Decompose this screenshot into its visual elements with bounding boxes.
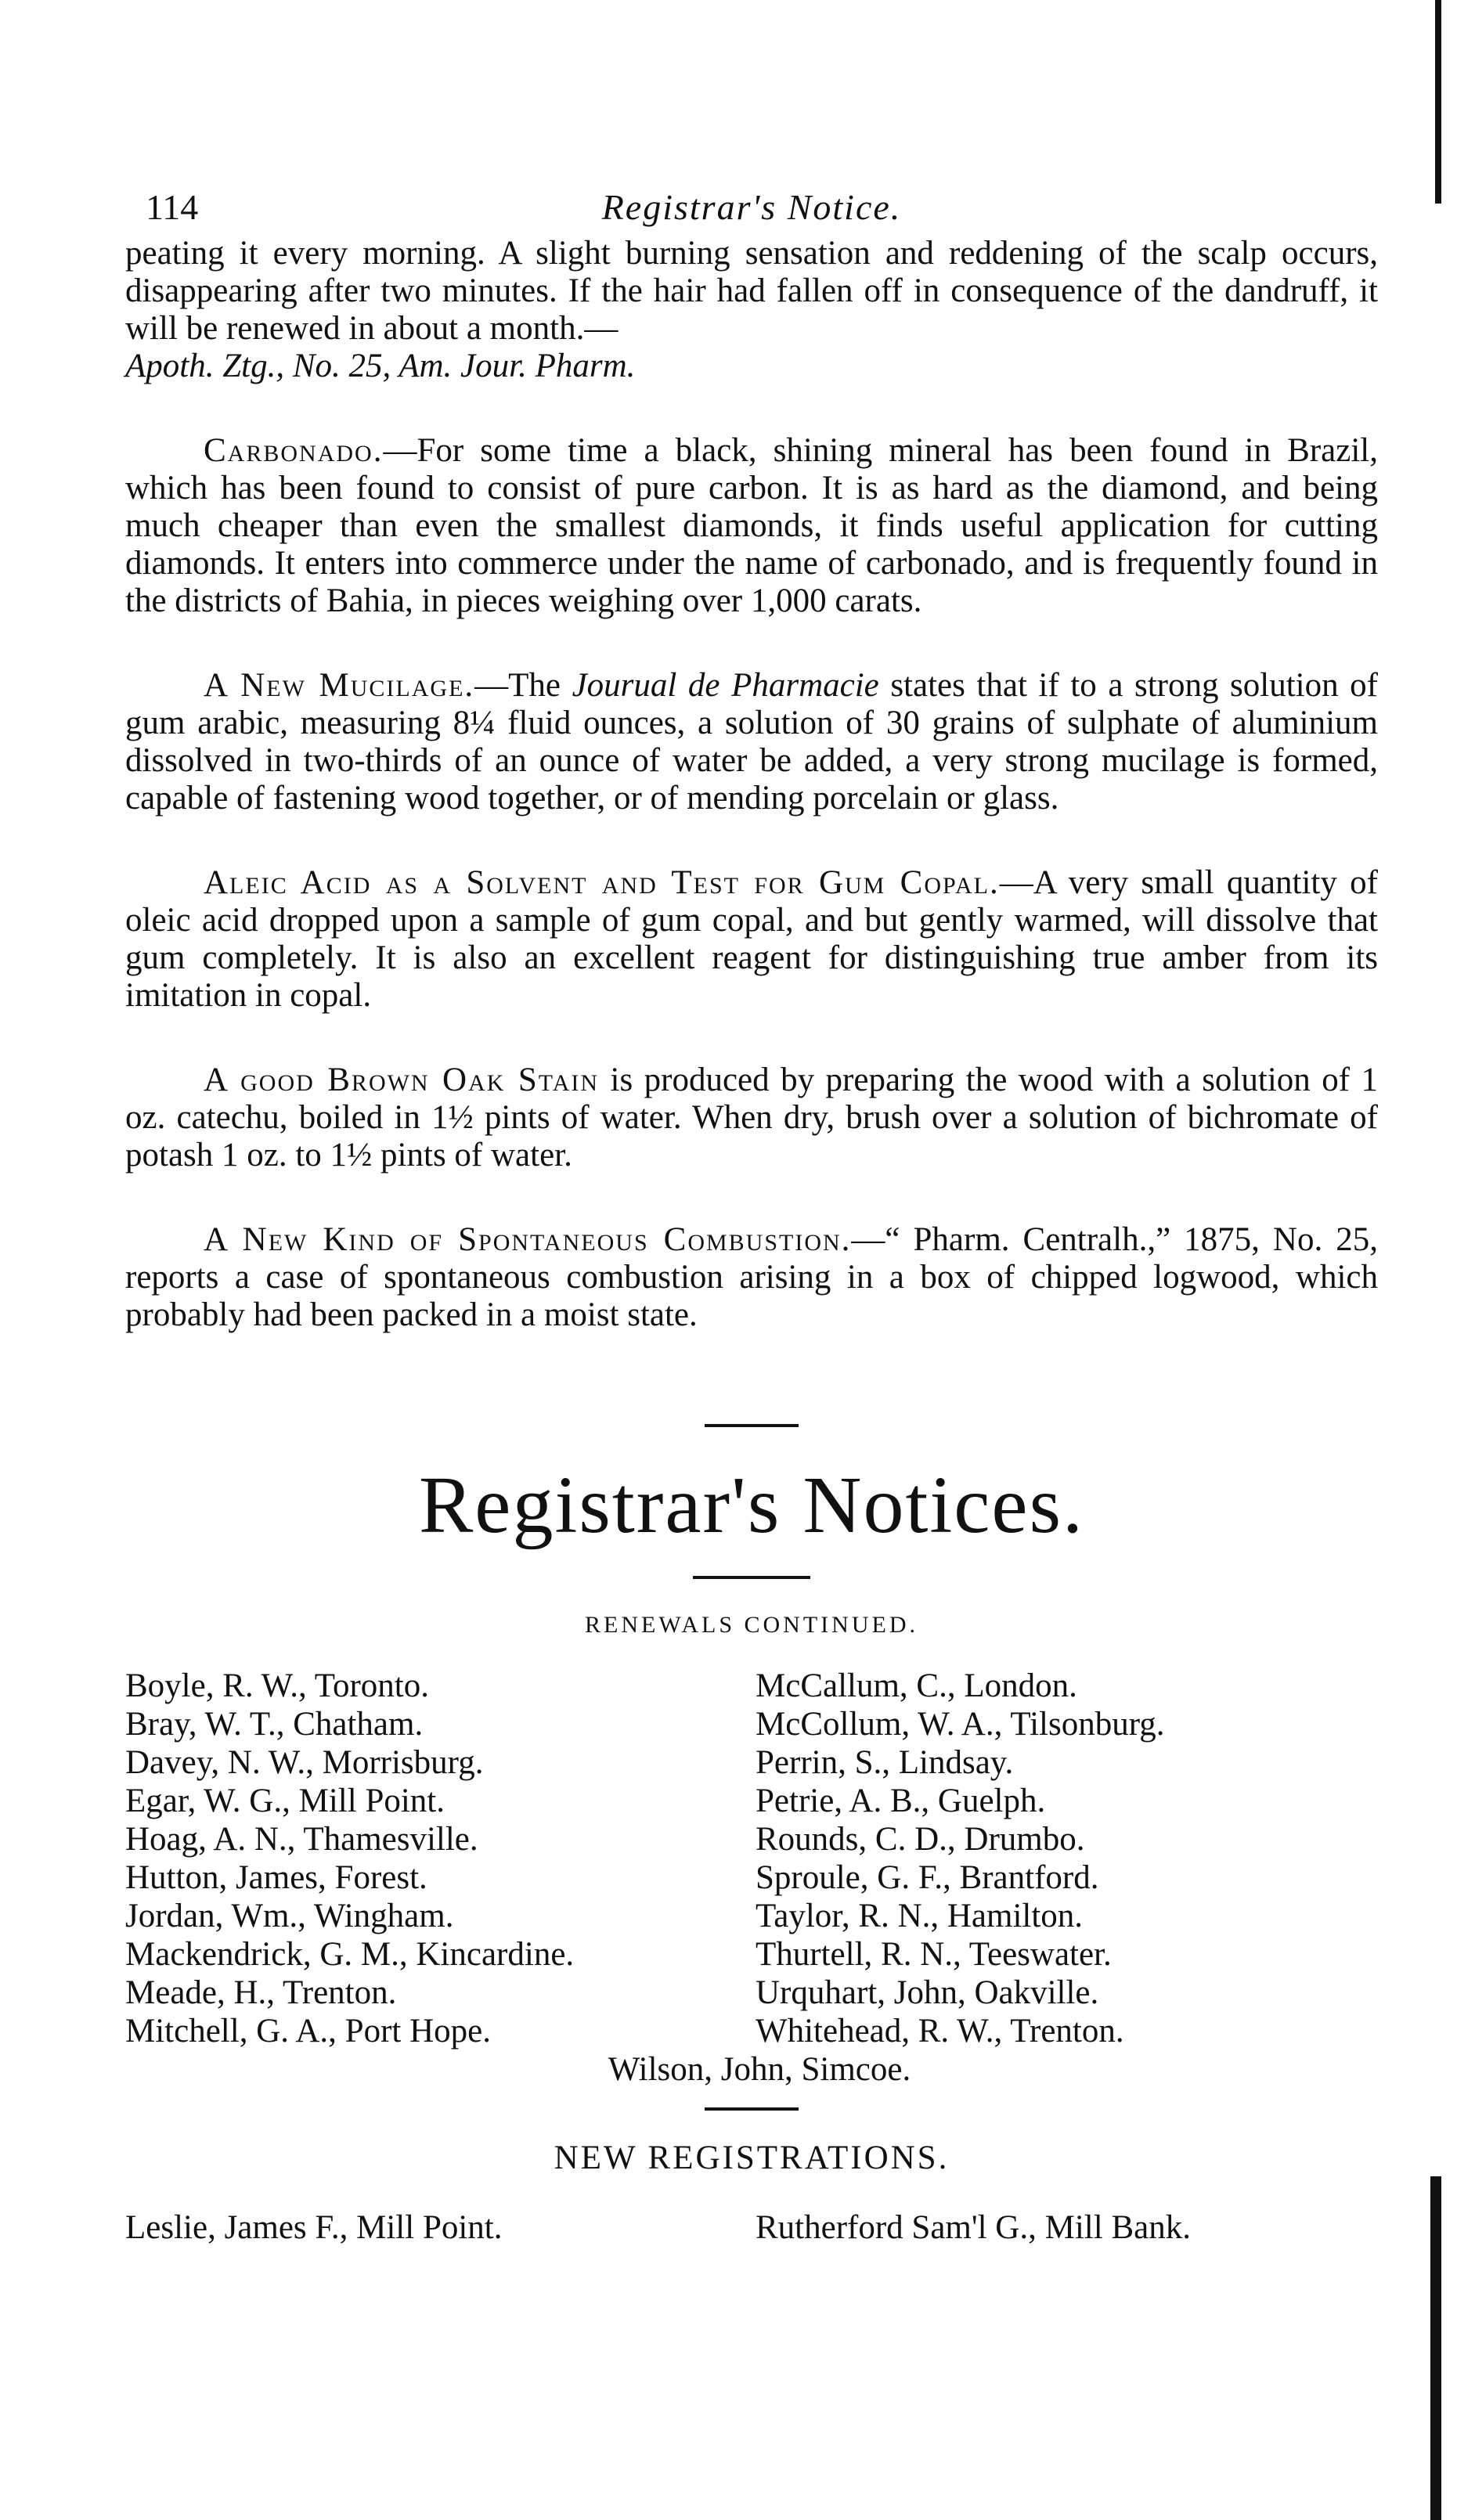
list-item: Mackendrick, G. M., Kincardine. bbox=[125, 1936, 575, 1973]
page bbox=[125, 180, 1378, 2247]
paragraph-lead: A New Mucilage. bbox=[204, 667, 475, 704]
paragraph-lead: Aleic Acid as a Solvent and Test for Gum Copal. bbox=[204, 864, 1000, 901]
list-item: Meade, H., Trenton. bbox=[125, 1974, 397, 2011]
section-title: Registrar's Notices. bbox=[418, 1460, 1085, 1550]
list-item: Bray, W. T., Chatham. bbox=[125, 1706, 424, 1743]
renewals-column-right bbox=[748, 1667, 1378, 2050]
list-item: Thurtell, R. N., Teeswater. bbox=[756, 1936, 1112, 1973]
list-item: Egar, W. G., Mill Point. bbox=[125, 1783, 445, 1819]
list-item: Rounds, C. D., Drumbo. bbox=[756, 1821, 1085, 1858]
renewals-list bbox=[125, 1667, 1378, 2050]
paragraph-continuation bbox=[125, 235, 1378, 385]
scan-edge-mark bbox=[1430, 2176, 1441, 2520]
list-item: Hutton, James, Forest. bbox=[125, 1859, 427, 1896]
list-item: McCollum, W. A., Tilsonburg. bbox=[756, 1706, 1165, 1743]
list-item: Perrin, S., Lindsay. bbox=[756, 1744, 1014, 1781]
divider-rule bbox=[705, 2107, 799, 2111]
paragraph-text: —A very small quantity of oleic acid dropped upon a sample of gum copal, and but gently warmed, will dissolve that gum completely. It is also an excellent reagent for distinguishing true amber from its imitation in copal. bbox=[125, 864, 1378, 1014]
list-item: Taylor, R. N., Hamilton. bbox=[756, 1898, 1084, 1934]
paragraph-oak-stain bbox=[125, 1062, 1378, 1174]
paragraph-text: is produced by preparing the wood with a solution of 1 oz. catechu, boiled in 1½ pints of water. When dry, brush over a solution of bichromate of potash 1 oz. to 1½ pints of water. bbox=[125, 1062, 1378, 1173]
list-item: Boyle, R. W., Toronto. bbox=[125, 1667, 430, 1704]
list-item: Urquhart, John, Oakville. bbox=[756, 1974, 1099, 2011]
new-registrations-list bbox=[125, 2208, 1378, 2247]
article-body bbox=[125, 235, 1378, 1334]
divider-rule bbox=[693, 1576, 810, 1579]
paragraph-mucilage bbox=[125, 667, 1378, 817]
running-title: Registrar's Notice. bbox=[601, 187, 902, 227]
paragraph-text: —“ Pharm. Centralh.,” 1875, No. 25, reports a case of spontaneous combustion arising in a box of chipped logwood, which probably had been packed in a moist state. bbox=[125, 1221, 1378, 1333]
paragraph-text: states that if to a strong solution of gum arabic, measuring 8¼ fluid ounces, a solution of 30 grains of sulphate of aluminium dissolved in two-thirds of an ounce of water be added, a very strong mucilage is formed, capable of fastening wood together, or of mending porcelain or glass. bbox=[125, 667, 1379, 817]
list-item: Mitchell, G. A., Port Hope. bbox=[125, 2013, 491, 2050]
paragraph-text: —For some time a black, shining mineral has been found in Brazil, which has been found to consist of pure carbon. It is as hard as the diamond, and being much cheaper than even the smallest diamonds, it finds useful application for cutting diamonds. It enters into commerce under the name of carbonado, and is frequently found in the districts of Bahia, in pieces weighing over 1,000 carats. bbox=[125, 432, 1378, 619]
citation: Apoth. Ztg., No. 25, Am. Jour. Pharm. bbox=[125, 348, 636, 384]
list-item: Whitehead, R. W., Trenton. bbox=[756, 2013, 1124, 2050]
paragraph-carbonado bbox=[125, 432, 1378, 620]
renewals-column-left bbox=[125, 1667, 748, 2050]
new-registrations-heading: NEW REGISTRATIONS. bbox=[554, 2140, 950, 2176]
list-item: Jordan, Wm., Wingham. bbox=[125, 1898, 454, 1934]
scan-edge-mark bbox=[1435, 0, 1441, 204]
paragraph-oleic-acid bbox=[125, 864, 1378, 1015]
list-item: McCallum, C., London. bbox=[756, 1667, 1077, 1704]
list-item: Rutherford Sam'l G., Mill Bank. bbox=[756, 2209, 1191, 2246]
paragraph-lead: Carbonado. bbox=[204, 432, 384, 469]
list-item: Leslie, James F., Mill Point. bbox=[125, 2209, 503, 2246]
journal-name: Jourual de Pharmacie bbox=[572, 667, 879, 704]
running-head bbox=[125, 180, 1378, 235]
paragraph-lead: A good Brown Oak Stain bbox=[204, 1062, 600, 1098]
divider-rule bbox=[705, 1424, 799, 1427]
list-item: Petrie, A. B., Guelph. bbox=[756, 1783, 1046, 1819]
paragraph-text-before: —The bbox=[474, 667, 572, 704]
list-item-centered: Wilson, John, Simcoe. bbox=[608, 2051, 911, 2088]
page-number: 114 bbox=[146, 187, 199, 227]
list-item: Davey, N. W., Morrisburg. bbox=[125, 1744, 484, 1781]
renewals-heading: RENEWALS CONTINUED. bbox=[585, 1612, 918, 1638]
paragraph-text: peating it every morning. A slight burning sensation and reddening of the scalp occurs, disappearing after two minutes. If the hair had fallen off in consequence of the dandruff, it will be renewed in about a month.— bbox=[125, 235, 1378, 347]
list-item: Sproule, G. F., Brantford. bbox=[756, 1859, 1099, 1896]
paragraph-lead: A New Kind of Spontaneous Combustion. bbox=[204, 1221, 852, 1258]
list-item: Hoag, A. N., Thamesville. bbox=[125, 1821, 478, 1858]
paragraph-combustion bbox=[125, 1221, 1378, 1334]
